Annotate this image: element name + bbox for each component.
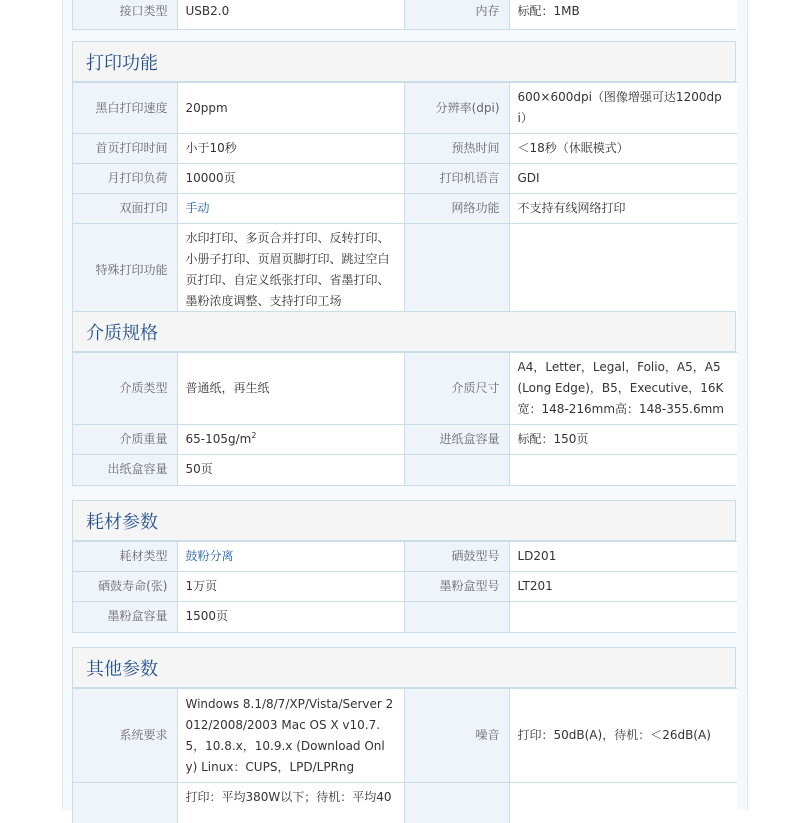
- spec-value: [509, 224, 737, 317]
- spec-label: 特殊打印功能: [73, 224, 177, 317]
- spec-label: 硒鼓寿命(张): [73, 572, 177, 602]
- spec-value: A4，Letter，Legal，Folio，A5，A5(Long Edge)，B5，Executive，16K宽：148-216mm高：148-355.6mm: [509, 353, 737, 425]
- spec-value: [509, 602, 737, 632]
- spec-label: 系统要求: [73, 689, 177, 783]
- spec-label: 介质尺寸: [404, 353, 509, 425]
- spec-label: [404, 224, 509, 317]
- spec-label: 介质重量: [73, 425, 177, 455]
- spec-label: 噪音: [404, 689, 509, 783]
- other-params-section: [72, 647, 736, 823]
- spec-label: 分辨率(dpi): [404, 83, 509, 134]
- spec-value: [509, 455, 737, 485]
- spec-label: 耗材类型: [73, 542, 177, 572]
- spec-value: 打印：平均380W以下；待机：平均40: [177, 783, 404, 823]
- spec-value: LD201: [509, 542, 737, 572]
- spec-value: LT201: [509, 572, 737, 602]
- spec-label: 硒鼓型号: [404, 542, 509, 572]
- other-params-title: 其他参数: [73, 648, 735, 688]
- spec-value: 50页: [177, 455, 404, 485]
- spec-value: 不支持有线网络打印: [509, 194, 737, 224]
- memory-label: 内存: [404, 0, 509, 29]
- consumables-section: [72, 500, 736, 633]
- spec-value: 打印：50dB(A)，待机：＜26dB(A): [509, 689, 737, 783]
- print-function-title: 打印功能: [73, 42, 735, 82]
- spec-value: 标配：150页: [509, 425, 737, 455]
- spec-value: 1500页: [177, 602, 404, 632]
- interface-type-label: 接口类型: [73, 0, 177, 29]
- interface-type-value: USB2.0: [177, 0, 404, 29]
- spec-label: 介质类型: [73, 353, 177, 425]
- spec-label: 黑白打印速度: [73, 83, 177, 134]
- spec-label: 预热时间: [404, 134, 509, 164]
- duplex-link[interactable]: 手动: [177, 194, 404, 224]
- media-weight-text: 65-105g/m: [185, 432, 252, 446]
- spec-value: 20ppm: [177, 83, 404, 134]
- spec-label: 进纸盒容量: [404, 425, 509, 455]
- spec-value: Windows 8.1/8/7/XP/Vista/Server 2012/2008/2003 Mac OS X v10.7.5，10.8.x，10.9.x (Download Only) Linux：CUPS，LPD/LPRng: [177, 689, 404, 783]
- interface-row-section: [72, 0, 736, 30]
- spec-value: 水印打印、多页合并打印、反转打印、小册子打印、页眉页脚打印、跳过空白页打印、自定义纸张打印、省墨打印、墨粉浓度调整、支持打印工场: [177, 224, 404, 317]
- spec-value: [177, 425, 404, 455]
- spec-label: 墨粉盒容量: [73, 602, 177, 632]
- superscript: 2: [251, 431, 257, 440]
- spec-value: 普通纸，再生纸: [177, 353, 404, 425]
- spec-value: 1万页: [177, 572, 404, 602]
- spec-value: [509, 783, 737, 823]
- spec-label: 打印机语言: [404, 164, 509, 194]
- consumable-type-link[interactable]: 鼓粉分离: [177, 542, 404, 572]
- spec-value: ＜18秒（休眠模式）: [509, 134, 737, 164]
- spec-value: 小于10秒: [177, 134, 404, 164]
- print-function-section: [72, 41, 736, 318]
- spec-label: 月打印负荷: [73, 164, 177, 194]
- media-spec-section: [72, 311, 736, 486]
- spec-label: [404, 455, 509, 485]
- spec-value: GDI: [509, 164, 737, 194]
- spec-label: 墨粉盒型号: [404, 572, 509, 602]
- spec-label: 网络功能: [404, 194, 509, 224]
- spec-label: 双面打印: [73, 194, 177, 224]
- spec-value: 10000页: [177, 164, 404, 194]
- spec-label: [73, 783, 177, 823]
- spec-label: 出纸盒容量: [73, 455, 177, 485]
- memory-value: 标配：1MB: [509, 0, 737, 29]
- spec-label: [404, 602, 509, 632]
- media-spec-title: 介质规格: [73, 312, 735, 352]
- spec-value: 600×600dpi（图像增强可达1200dpi）: [509, 83, 737, 134]
- spec-label: [404, 783, 509, 823]
- spec-label: 首页打印时间: [73, 134, 177, 164]
- consumables-title: 耗材参数: [73, 501, 735, 541]
